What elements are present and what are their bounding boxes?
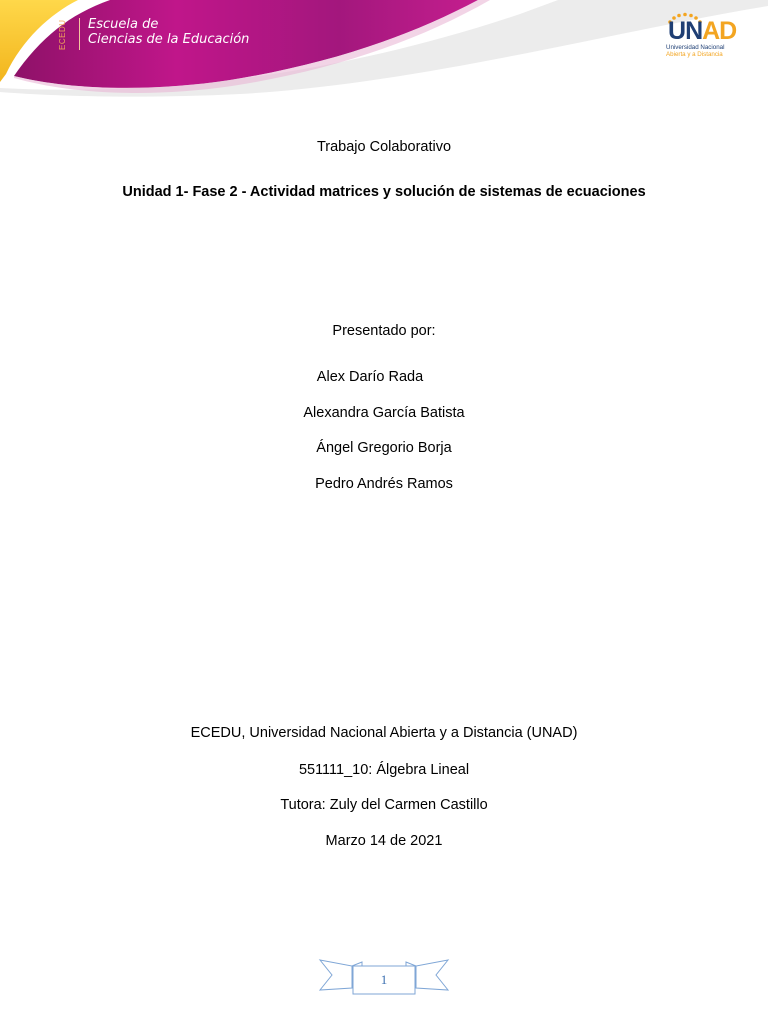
- page-number: 1: [380, 972, 388, 987]
- unad-logo-subtitle-line2: Abierta y a Distancia: [666, 51, 723, 58]
- presented-by-label: Presentado por:: [332, 323, 436, 339]
- document-title: Unidad 1- Fase 2 - Actividad matrices y solución de sistemas de ecuaciones: [122, 184, 646, 200]
- author-name: Pedro Andrés Ramos: [315, 476, 453, 492]
- ecedu-vertical-label: ECEDU: [58, 19, 67, 50]
- author-name: Alexandra García Batista: [303, 405, 465, 421]
- ecedu-divider: [79, 18, 80, 50]
- date-line: Marzo 14 de 2021: [325, 833, 443, 849]
- course-line: 551111_10: Álgebra Lineal: [298, 762, 470, 778]
- unad-logo-subtitle-line1: Universidad Nacional: [666, 44, 725, 51]
- author-name: Alex Darío Rada: [316, 369, 424, 385]
- document-kind: Trabajo Colaborativo: [316, 139, 452, 155]
- school-name-line1: Escuela de: [88, 17, 159, 32]
- header-banner: [0, 0, 768, 100]
- tutor-line: Tutora: Zuly del Carmen Castillo: [280, 797, 488, 813]
- school-name-line2: Ciencias de la Educación: [88, 32, 250, 47]
- author-name: Ángel Gregorio Borja: [316, 440, 452, 456]
- unad-logo-wordmark: UNAD: [668, 17, 737, 45]
- institution-line: ECEDU, Universidad Nacional Abierta y a Distancia (UNAD): [190, 725, 578, 741]
